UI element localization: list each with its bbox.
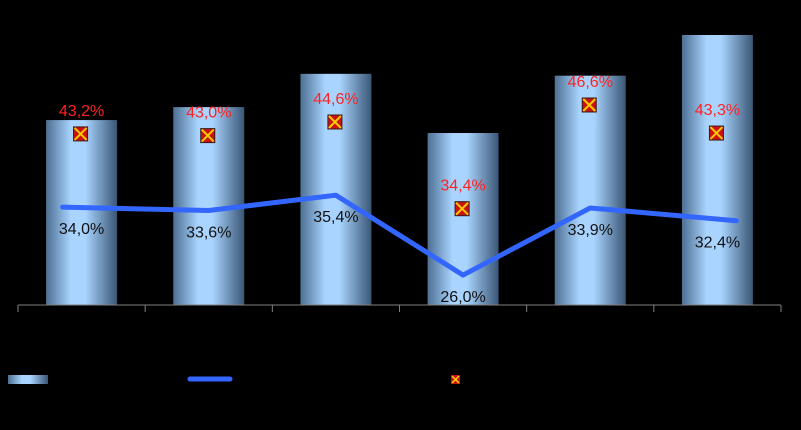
line-data-label: 34,0%: [58, 221, 105, 239]
line-data-label: 33,6%: [186, 224, 232, 242]
line-data-label: 32,4%: [694, 234, 741, 252]
marker-data-label: 43,0%: [186, 104, 232, 122]
marker-data-label: 34,4%: [440, 177, 486, 195]
bar: [300, 74, 371, 305]
marker-point: [582, 98, 596, 112]
marker-data-label: 43,2%: [58, 102, 105, 120]
legend-marker-swatch: [451, 375, 460, 384]
line-data-label: 26,0%: [440, 289, 486, 307]
marker-point: [709, 126, 723, 140]
marker-point: [328, 115, 342, 129]
marker-point: [455, 202, 469, 216]
marker-point: [74, 127, 88, 141]
bar: [46, 120, 117, 305]
marker-data-label: 46,6%: [567, 74, 613, 91]
marker-data-label: 43,3%: [694, 102, 741, 120]
line-series: [63, 195, 737, 275]
bar: [682, 35, 753, 305]
line-data-label: 35,4%: [313, 209, 359, 227]
marker-point: [201, 129, 215, 143]
line-data-label: 33,9%: [567, 221, 613, 239]
legend-bar-swatch: [8, 375, 48, 384]
bar: [428, 133, 499, 305]
marker-data-label: 44,6%: [313, 91, 359, 108]
